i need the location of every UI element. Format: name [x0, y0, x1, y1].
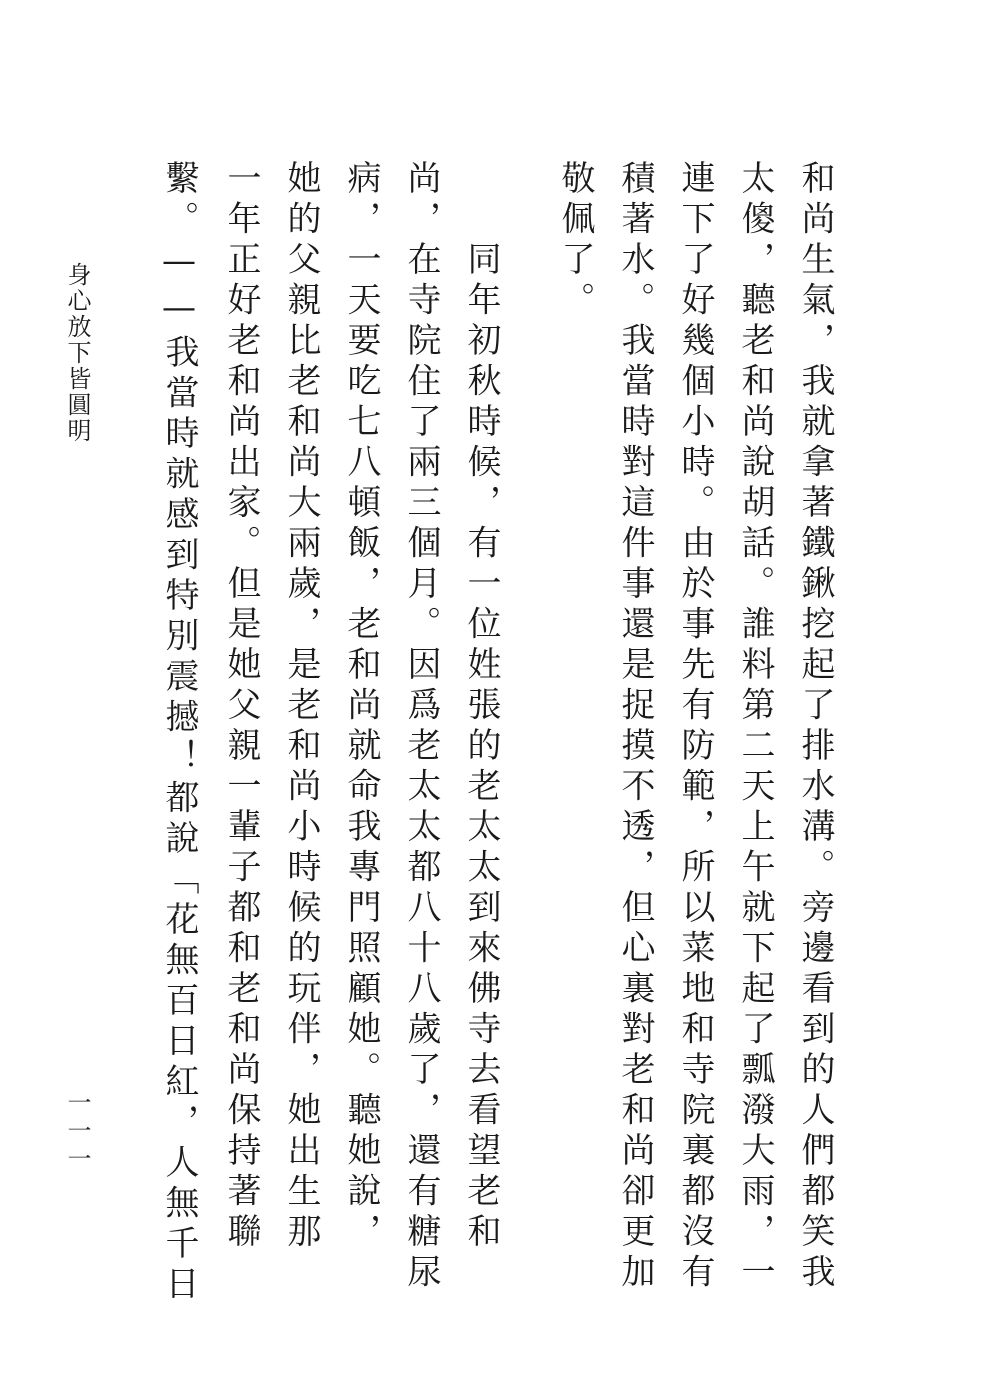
text-column-11: 繫。——我當時就感到特別震撼！都說「花無百日紅，人無千日	[159, 160, 199, 1306]
text-column-1: 和尚生氣，我就拿著鐵鍬挖起了排水溝。旁邊看到的人們都笑我	[795, 160, 835, 1294]
text-column-5: 敬佩了。	[555, 160, 595, 322]
text-column-4: 積著水。我當時對這件事還是捉摸不透，但心裏對老和尚卻更加	[615, 160, 655, 1294]
page-number: 一一一	[63, 1090, 91, 1174]
text-column-9: 她的父親比老和尚大兩歲，是老和尚小時候的玩伴，她出生那	[281, 160, 321, 1254]
text-column-3: 連下了好幾個小時。由於事先有防範，所以菜地和寺院裏都沒有	[675, 160, 715, 1294]
text-column-10: 一年正好老和尚出家。但是她父親一輩子都和老和尚保持著聯	[221, 160, 261, 1254]
text-column-6: 同年初秋時候，有一位姓張的老太太到來佛寺去看望老和	[461, 160, 501, 1254]
text-column-8: 病，一天要吃七八頓飯，老和尚就命我專門照顧她。聽她說，	[341, 160, 381, 1254]
text-column-2: 太傻，聽老和尚說胡話。誰料第二天上午就下起了瓢潑大雨，一	[735, 160, 775, 1294]
text-column-7: 尚，在寺院住了兩三個月。因爲老太太都八十八歲了，還有糖尿	[401, 160, 441, 1294]
running-head: 身心放下皆圓明	[63, 262, 91, 444]
